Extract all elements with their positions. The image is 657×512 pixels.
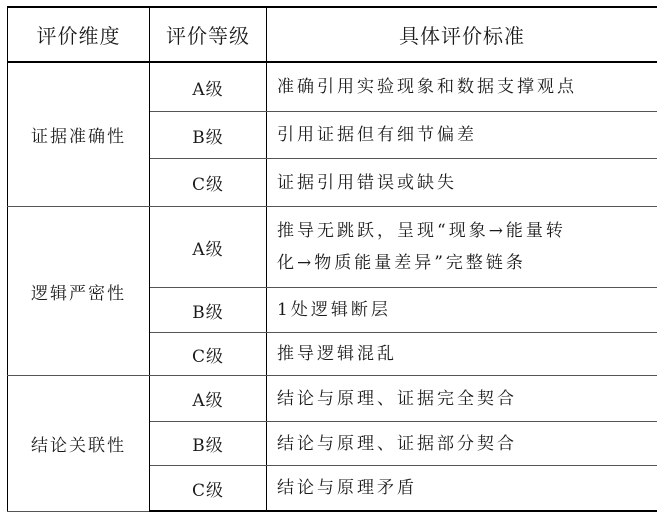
dimension-cell-evidence-accuracy: 证据准确性 <box>8 62 150 207</box>
criterion-cell <box>267 207 657 288</box>
criterion-cell: 1处逻辑断层 <box>267 288 657 333</box>
header-dimension: 评价维度 <box>8 7 150 62</box>
criterion-line: 推导无跳跃，呈现“现象→能量转 <box>277 221 566 241</box>
criterion-cell: 结论与原理矛盾 <box>267 466 657 512</box>
table-row <box>8 207 657 288</box>
level-cell: B级 <box>150 288 267 333</box>
table-row <box>8 62 657 112</box>
criterion-cell: 结论与原理、证据部分契合 <box>267 422 657 466</box>
level-cell: A级 <box>150 376 267 422</box>
level-cell: C级 <box>150 466 267 512</box>
level-cell: C级 <box>150 333 267 376</box>
level-cell: B级 <box>150 422 267 466</box>
header-criterion: 具体评价标准 <box>267 7 657 62</box>
level-cell: B级 <box>150 112 267 159</box>
criterion-cell: 准确引用实验现象和数据支撑观点 <box>267 62 657 112</box>
evaluation-rubric-table <box>7 6 657 512</box>
table-row <box>8 376 657 422</box>
criterion-cell: 证据引用错误或缺失 <box>267 159 657 207</box>
criterion-line: 化→物质能量差异”完整链条 <box>277 253 526 273</box>
dimension-cell-conclusion-relevance: 结论关联性 <box>8 376 150 512</box>
level-cell: C级 <box>150 159 267 207</box>
dimension-cell-logic-rigor: 逻辑严密性 <box>8 207 150 376</box>
criterion-cell: 结论与原理、证据完全契合 <box>267 376 657 422</box>
criterion-cell: 推导逻辑混乱 <box>267 333 657 376</box>
table-header-row <box>8 7 657 62</box>
level-cell: A级 <box>150 62 267 112</box>
criterion-cell: 引用证据但有细节偏差 <box>267 112 657 159</box>
level-cell: A级 <box>150 207 267 288</box>
header-level: 评价等级 <box>150 7 267 62</box>
